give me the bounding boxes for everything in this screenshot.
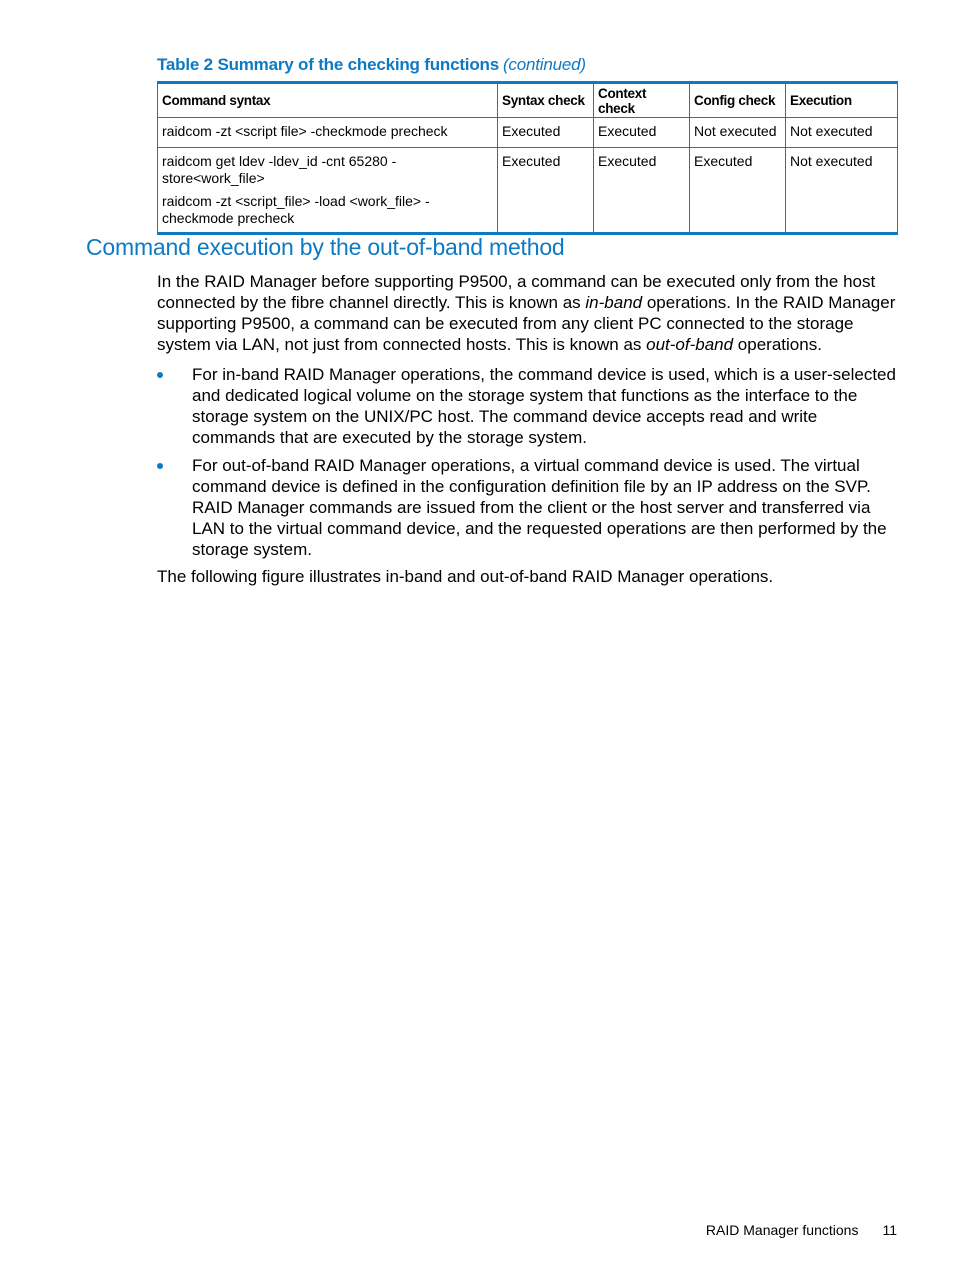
bullet-icon — [157, 463, 163, 469]
command-line: raidcom -zt <script_file> -load <work_file> -checkmode precheck — [162, 193, 430, 226]
cell-command — [158, 148, 498, 234]
cell-context: Executed — [594, 118, 690, 148]
cell-context: Executed — [594, 148, 690, 234]
intro-text-2: operations. In the RAID Manager supporting P9500, a command can be executed from any client PC connected to the storage system via LAN, not just from connected hosts. This is known as — [157, 293, 896, 354]
out-of-band-term: out-of-band — [646, 335, 734, 354]
table-header-row — [158, 83, 898, 118]
intro-text-3: operations. — [733, 335, 822, 354]
list-item — [157, 455, 899, 560]
cell-execution: Not executed — [786, 148, 898, 234]
header-config-check: Config check — [690, 83, 786, 118]
cell-execution: Not executed — [786, 118, 898, 148]
table-caption — [157, 55, 586, 75]
cell-command — [158, 118, 498, 148]
page-footer — [706, 1222, 897, 1238]
in-band-term: in-band — [585, 293, 643, 312]
command-line: raidcom get ldev -ldev_id -cnt 65280 -store<work_file> — [162, 153, 397, 186]
table-caption-continued: (continued) — [502, 55, 586, 74]
header-context-check: Context check — [594, 83, 690, 118]
cell-config: Not executed — [690, 118, 786, 148]
figure-intro-paragraph: The following figure illustrates in-band and out-of-band RAID Manager operations. — [157, 567, 774, 586]
checking-functions-table — [157, 81, 898, 235]
table-caption-label: Table 2 Summary of the checking functions — [157, 55, 499, 74]
header-syntax-check: Syntax check — [498, 83, 594, 118]
intro-paragraph — [157, 271, 899, 355]
list-item — [157, 364, 899, 448]
cell-config: Executed — [690, 148, 786, 234]
table-row — [158, 118, 898, 148]
cell-syntax: Executed — [498, 118, 594, 148]
bullet-icon — [157, 372, 163, 378]
page-number: 11 — [882, 1222, 897, 1238]
command-line: raidcom -zt <script file> -checkmode precheck — [162, 123, 448, 139]
footer-section-name: RAID Manager functions — [705, 1222, 859, 1238]
table-row — [158, 148, 898, 234]
bullet-text: For in-band RAID Manager operations, the command device is used, which is a user-selected and dedicated logical volume on the storage system that functions as the interface to the storage system on the UNIX/PC host. The command device accepts read and write commands that are executed by the storage system. — [192, 365, 896, 447]
header-command-syntax: Command syntax — [158, 83, 498, 118]
header-execution: Execution — [786, 83, 898, 118]
section-heading: Command execution by the out-of-band method — [86, 234, 565, 260]
bullet-text: For out-of-band RAID Manager operations, a virtual command device is used. The virtual command device is defined in the configuration definition file by an IP address on the SVP. RAID Manager commands are issued from the client or the host server and transferred via LAN to the virtual command device, and the requested operations are then performed by the storage system. — [192, 456, 887, 559]
bullet-list — [157, 364, 899, 567]
intro-text-1: In the RAID Manager before supporting P9500, a command can be executed only from the host connected by the fibre channel directly. This is known as — [157, 272, 876, 312]
cell-syntax: Executed — [498, 148, 594, 234]
